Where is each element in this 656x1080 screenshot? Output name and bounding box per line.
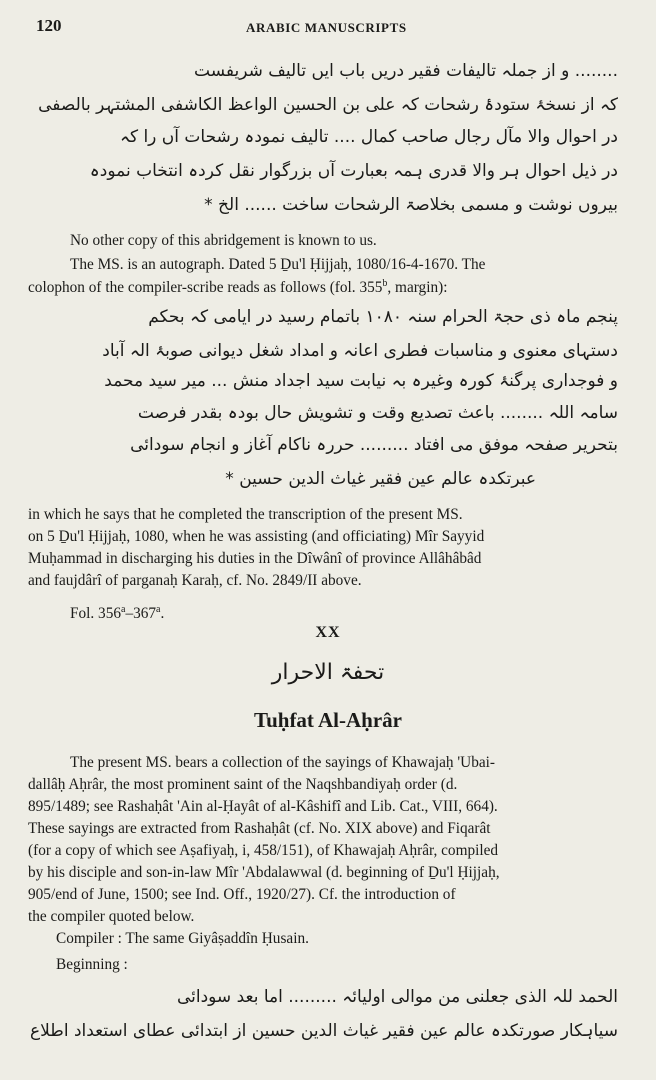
paragraph-line: and faujdârî of parganaḥ Karaḥ, cf. No. 2849/II above. <box>28 572 362 589</box>
section-arabic-title: تحفۃ الاحرار <box>271 660 385 685</box>
section-title: Tuḥfat Al-Aḥrâr <box>254 708 402 732</box>
arabic-line: پنجم ماہ ذی حجۃ الحرام سنہ ۱۰۸۰ باتمام رسید در ایامی کہ بحکم <box>148 307 618 327</box>
paragraph-line: Muḥammad in discharging his duties in the Dîwânî of province Allâhâbâd <box>28 550 482 567</box>
page-header <box>36 16 620 40</box>
arabic-line: بیروں نوشت و مسمی بخلاصۃ الرشحات ساخت ...... الخ * <box>204 195 618 215</box>
paragraph-line: 895/1489; see Rashaḥât 'Ain al-Ḥayât of al-Kâshifî and Lib. Cat., VIII, 664). <box>28 798 498 815</box>
section-number: XX <box>315 624 341 641</box>
autograph-line-1: The MS. is an autograph. Dated 5 Ḏu'l Ḥijjaḥ, 1080/16-4-1670. The <box>70 256 486 273</box>
arabic-line: کہ از نسخۂ ستودۂ رشحات کہ علی بن الحسین الواعظ الکاشفی المشتہر بالصفی <box>38 95 618 115</box>
arabic-line: عبرتکدہ عالم عین فقیر غیاث الدین حسین * <box>225 469 536 489</box>
arabic-line: سامہ اللہ ........ باعث تصدیع وقت و تشویش حال بودہ بقدر فرصت <box>137 403 618 423</box>
abridgement-note: No other copy of this abridgement is known to us. <box>70 232 377 249</box>
paragraph-line: The present MS. bears a collection of the sayings of Khawajaḥ 'Ubai- <box>70 754 495 771</box>
arabic-line: بتحریر صفحہ موفق می افتاد ......... حررہ ناکام آغاز و انجام سودائی <box>130 435 618 455</box>
running-title: ARABIC MANUSCRIPTS <box>246 20 407 35</box>
paragraph-line: in which he says that he completed the transcription of the present MS. <box>28 506 463 523</box>
paragraph-line: 905/end of June, 1500; see Ind. Off., 1920/27). Cf. the introduction of <box>28 886 456 903</box>
arabic-line: ........ و از جملہ تالیفات فقیر دریں باب ایں تالیف شریفست <box>194 61 618 81</box>
arabic-line: و فوجداری پرگنۂ کورہ وغیرہ بہ نیابت سید اجداد منش ... میر سید محمد <box>104 371 618 391</box>
beginning-label: Beginning : <box>56 956 128 973</box>
paragraph-line: by his disciple and son-in-law Mîr 'Abdalawwal (d. beginning of Ḏu'l Ḥijjaḥ, <box>28 864 500 881</box>
arabic-line: دستہای معنوی و مناسبات فطری اعانہ و امداد شغل دیوانی صوبۂ الہ آباد <box>102 341 618 361</box>
folio-range: Fol. 356$^a$–367$^a$. <box>70 604 165 623</box>
compiler-line: Compiler : The same Giyâṣaddîn Ḥusain. <box>56 930 309 947</box>
arabic-line: در احوال والا مآل رجال صاحب کمال .... تالیف نمودہ رشحات آں را کہ <box>119 127 618 147</box>
paragraph-line: the compiler quoted below. <box>28 908 195 925</box>
page-number: 120 <box>36 16 62 35</box>
paragraph-line: on 5 Ḏu'l Ḥijjaḥ, 1080, when he was assisting (and officiating) Mîr Sayyid <box>28 528 485 545</box>
autograph-line-2: colophon of the compiler-scribe reads as follows (fol. 355$^b$, margin): <box>28 278 448 297</box>
paragraph-line: These sayings are extracted from Rashaḥât (cf. No. XIX above) and Fiqarât <box>28 820 491 837</box>
paragraph-line: dallâḥ Aḥrâr, the most prominent saint of the Naqshbandiyaḥ order (d. <box>28 776 458 793</box>
paragraph-line: (for a copy of which see Aṣafiyaḥ, i, 458/151), of Khawajaḥ Aḥrâr, compiled <box>28 842 499 859</box>
arabic-line: الحمد للہ الذی جعلنی من موالی اولیائہ ......... اما بعد سودائی <box>176 987 618 1007</box>
arabic-line: سیاہکار صورتکدہ عالم عین فقیر غیاث الدین حسین از ابتدائی عطای استعداد اطلاع <box>30 1021 618 1041</box>
arabic-line: در ذیل احوال ہر والا قدری ہمہ بعبارت آں بزرگوار نقل کردہ انتخاب نمودہ <box>89 161 618 181</box>
